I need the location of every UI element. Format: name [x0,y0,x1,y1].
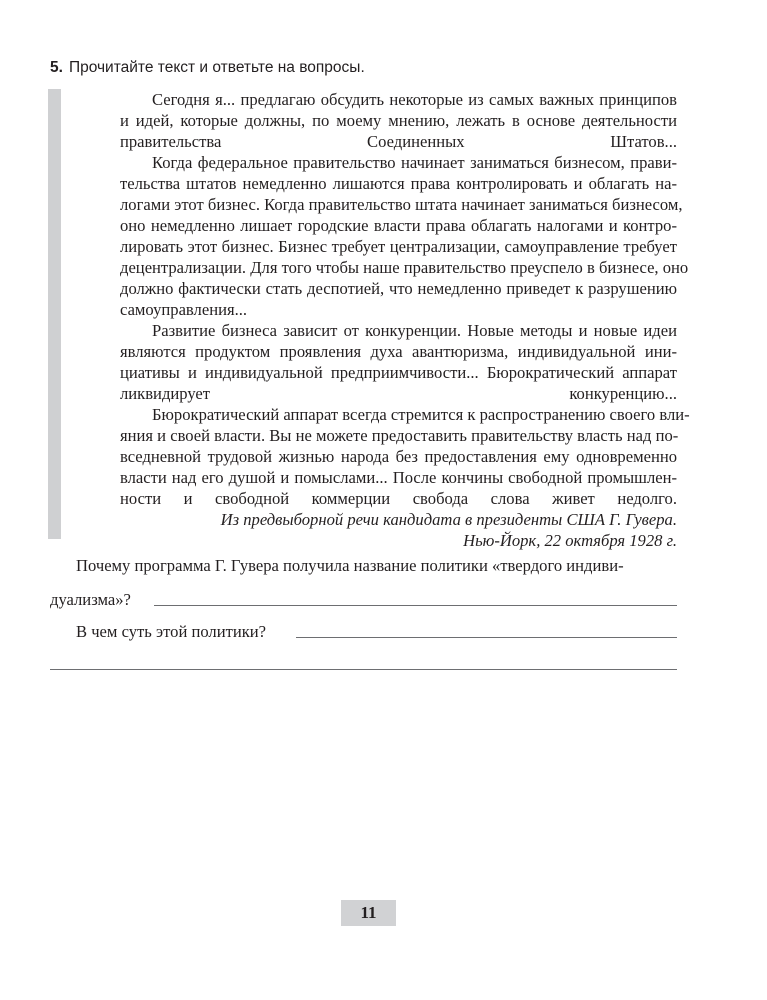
quote-sidebar [48,89,61,539]
quote-line: Развитие бизнеса зависит от конкуренции. Новые методы и новые идеи [152,321,677,340]
quote-line: ности и свободной коммерции свобода слова живет недолго. [120,489,677,508]
quote-source-line-2: Нью-Йорк, 22 октября 1928 г. [463,531,677,550]
quote-line: оно немедленно лишает городские власти права облагать налогами и контро- [120,216,677,235]
quote-line: логами этот бизнес. Когда правительство штата начинает заниматься бизнесом, [120,195,683,214]
quote-line: являются продуктом проявления духа авантюризма, индивидуальной ини- [120,342,677,361]
question-1-text: Почему программа Г. Гувера получила название политики «твердого индиви- [76,556,624,575]
quote-line: власти над его душой и помыслами... После кончины свободной промышлен- [120,468,677,487]
quote-source-line-1: Из предвыборной речи кандидата в президенты США Г. Гувера. [220,510,677,529]
quote-line: ликвидирует конкуренцию... [120,384,677,403]
quote-line: яния и своей власти. Вы не можете предоставить правительству власть над по- [120,426,679,445]
task-number: 5. [50,59,63,76]
quote-paragraph-1 [88,89,677,152]
quote-line: Когда федеральное правительство начинает заниматься бизнесом, прави- [152,153,677,172]
quote-paragraph-2 [88,152,689,320]
answer-line-3[interactable] [50,669,677,670]
quote-block [48,89,690,550]
quote-line: должно фактически стать деспотией, что немедленно приведет к разрушению [120,279,677,298]
page-number: 11 [341,900,396,926]
quote-line: самоуправления... [120,300,248,319]
task-heading [50,56,365,80]
task-instruction: Прочитайте текст и ответьте на вопросы. [68,59,365,76]
quote-line: вседневной трудовой жизнью народа без предоставления ему одновременно [120,447,677,466]
quote-line: лировать этот бизнес. Бизнес требует централизации, самоуправление требует [120,237,677,256]
quote-line: циативы и индивидуальной предприимчивости... Бюрократический аппарат [120,363,677,382]
question-1-text-continued: дуализма»? [50,590,131,609]
quote-line: Бюрократический аппарат всегда стремится к распространению своего вли- [152,405,690,424]
quote-line: и идей, которые должны, по моему мнению, лежать в основе деятельности [120,111,677,130]
quote-paragraph-3 [88,320,677,404]
question-2-text: В чем суть этой политики? [76,622,267,641]
quote-line: тельства штатов немедленно лишаются права контролировать и облагать на- [120,174,677,193]
quote-line: правительства Соединенных Штатов... [120,132,677,151]
quote-line: Сегодня я... предлагаю обсудить некоторые из самых важных принципов [152,90,677,109]
answer-line-2[interactable] [296,637,677,638]
quote-text [88,89,690,551]
quote-paragraph-4 [88,404,690,509]
answer-line-1[interactable] [154,605,677,606]
quote-line: децентрализации. Для того чтобы наше правительство преуспело в бизнесе, оно [120,258,689,277]
